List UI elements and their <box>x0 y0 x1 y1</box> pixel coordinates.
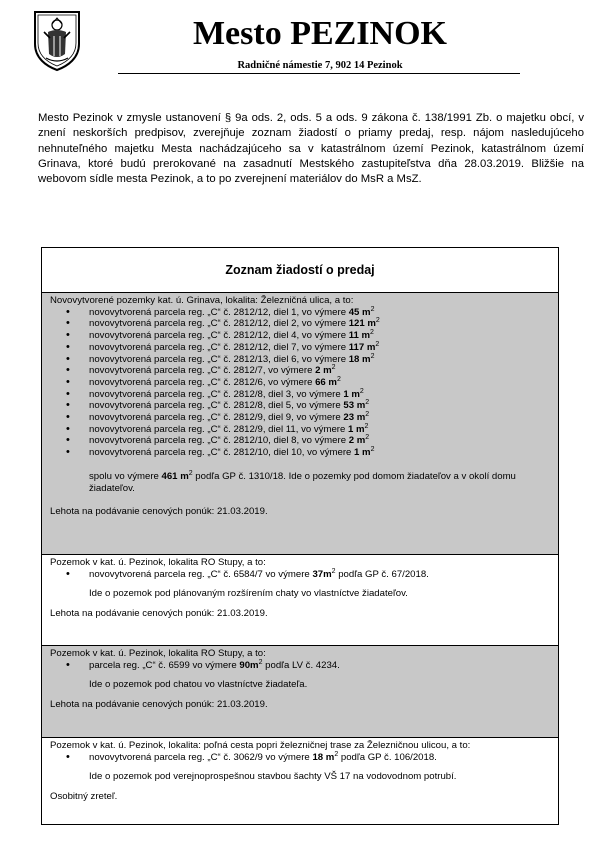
special-note: Osobitný zreteľ. <box>50 791 118 803</box>
intro-paragraph: Mesto Pezinok v zmysle ustanovení § 9a ods. 2, ods. 5 a ods. 9 zákona č. 138/1991 Zb. o majetku obcí, v znení neskorších predpisov, zverejňuje zoznam žiadostí o priamy predaj, resp. nájom nasledujúceho nehnuteľného majetku Mesta nachádzajúceho sa v katastrálnom území Pezinok, katastrálnom území Grinava, ktoré budú prerokované na zasadnutí Mestského zastupiteľstva dňa 28.03.2019. Bližšie na webovom sídle mesta Pezinok, a to po zverejnení materiálov do MsR a MsZ. <box>38 112 584 186</box>
list-item: • novovytvorená parcela reg. „C“ č. 3062/9 vo výmere 18 $m^2$ podľa GP č. 106/2018. <box>77 752 558 764</box>
list-item: • novovytvorená parcela reg. „C“ č. 2812/10, diel 8, vo výmere 2 $m^2$ <box>77 435 558 447</box>
header-divider <box>118 73 520 74</box>
note-text: Ide o pozemok pod plánovaným rozšírením chaty vo vlastníctve žiadateľov. <box>89 588 408 600</box>
list-item: • novovytvorená parcela reg. „C“ č. 2812/12, diel 7, vo výmere 117 $m^2$ <box>77 342 558 354</box>
parcel-list <box>50 307 558 459</box>
deadline-text: Lehota na podávanie cenových ponúk: 21.03.2019. <box>50 608 268 620</box>
address: Radničné námestie 7, 902 14 Pezinok <box>237 60 403 71</box>
parcel-list <box>50 660 558 672</box>
list-item: • novovytvorená parcela reg. „C“ č. 2812/12, diel 2, vo výmere 121 $m^2$ <box>77 318 558 330</box>
section-heading: Pozemok v kat. ú. Pezinok, lokalita RO Stupy, a to: <box>50 648 266 659</box>
list-item: • parcela reg. „C“ č. 6599 vo výmere $90m^2$ podľa LV č. 4234. <box>77 660 558 672</box>
list-item: • novovytvorená parcela reg. „C“ č. 2812/8, diel 5, vo výmere 53 $m^2$ <box>77 400 558 412</box>
note-text: Ide o pozemok pod chatou vo vlastníctve žiadateľa. <box>89 679 308 691</box>
note-text: Ide o pozemok pod verejnoprospešnou stavbou šachty VŠ 17 na vodovodnom potrubí. <box>89 771 457 783</box>
list-item: • novovytvorená parcela reg. „C“ č. 2812/13, diel 6, vo výmere 18 $m^2$ <box>77 354 558 366</box>
list-item: • novovytvorená parcela reg. „C“ č. 2812/9, diel 11, vo výmere 1 $m^2$ <box>77 424 558 436</box>
summary-text: spolu vo výmere 461 $m^2$ podľa GP č. 1310/18. Ide o pozemky pod domom žiadateľov a v okolí domu žiadateľov. <box>89 469 516 494</box>
deadline-text: Lehota na podávanie cenových ponúk: 21.03.2019. <box>50 506 268 518</box>
list-item: • novovytvorená parcela reg. „C“ č. 2812/8, diel 3, vo výmere 1 $m^2$ <box>77 389 558 401</box>
section-ro-stupy-2 <box>42 646 558 738</box>
list-item: • novovytvorená parcela reg. „C“ č. 2812/7, vo výmere 2 $m^2$ <box>77 365 558 377</box>
deadline-text: Lehota na podávanie cenových ponúk: 21.03.2019. <box>50 699 268 711</box>
table-title: Zoznam žiadostí o predaj <box>42 248 558 293</box>
parcel-list <box>50 569 558 581</box>
requests-table <box>41 247 559 825</box>
page-title: Mesto PEZINOK <box>192 15 448 52</box>
section-heading: Pozemok v kat. ú. Pezinok, lokalita RO Stupy, a to: <box>50 557 266 568</box>
section-field-road <box>42 738 558 826</box>
list-item: • novovytvorená parcela reg. „C“ č. 2812/6, vo výmere 66 $m^2$ <box>77 377 558 389</box>
section-ro-stupy-1 <box>42 555 558 646</box>
list-item: • novovytvorená parcela reg. „C“ č. 2812/12, diel 1, vo výmere 45 $m^2$ <box>77 307 558 319</box>
coat-of-arms-icon <box>32 10 82 72</box>
section-heading: Novovytvorené pozemky kat. ú. Grinava, lokalita: Železničná ulica, a to: <box>50 295 354 306</box>
list-item: • novovytvorená parcela reg. „C“ č. 6584/7 vo výmere $37m^2$ podľa GP č. 67/2018. <box>77 569 558 581</box>
parcel-list <box>50 752 558 764</box>
section-heading: Pozemok v kat. ú. Pezinok, lokalita: poľná cesta popri železničnej trase za Železničnou ulicou, a to: <box>50 740 471 751</box>
list-item: • novovytvorená parcela reg. „C“ č. 2812/9, diel 9, vo výmere 23 $m^2$ <box>77 412 558 424</box>
list-item: • novovytvorená parcela reg. „C“ č. 2812/10, diel 10, vo výmere 1 $m^2$ <box>77 447 558 459</box>
section-grinava <box>42 293 558 555</box>
list-item: • novovytvorená parcela reg. „C“ č. 2812/12, diel 4, vo výmere 11 $m^2$ <box>77 330 558 342</box>
